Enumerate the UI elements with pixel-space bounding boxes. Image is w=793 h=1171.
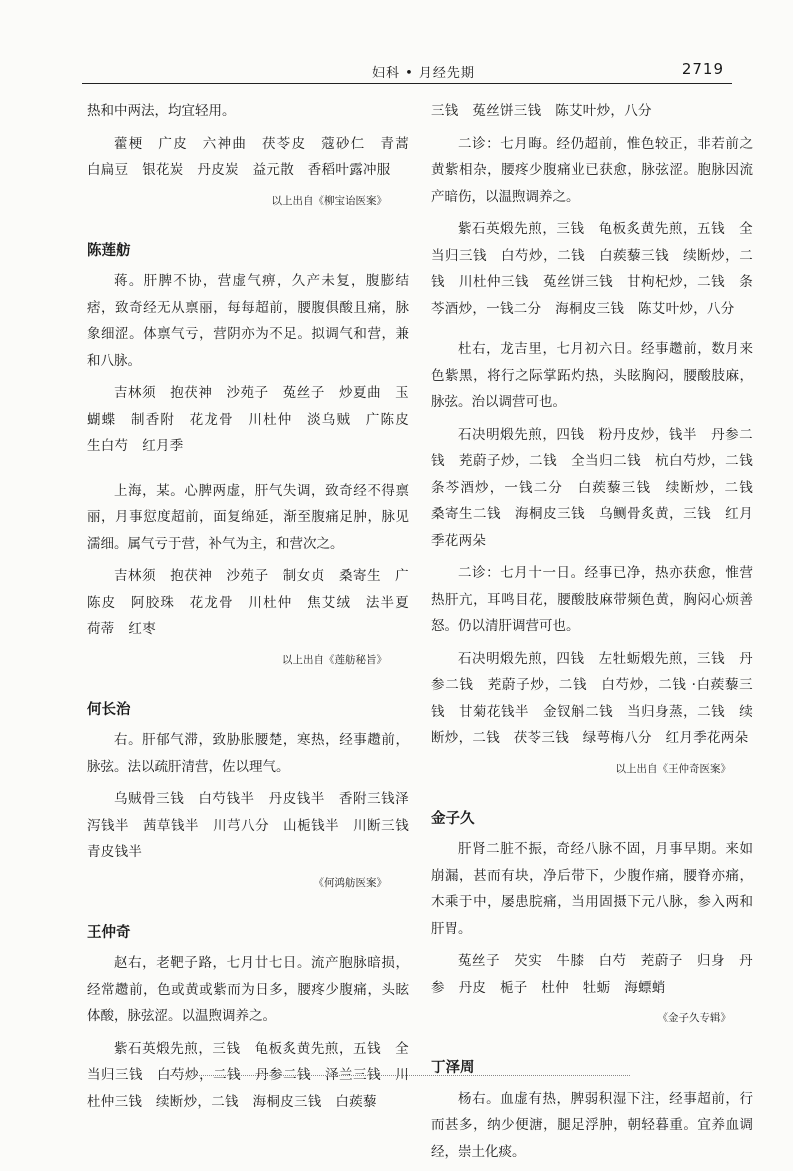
case-paragraph: 二诊：七月晦。经仍超前，惟色较正，非若前之黄紫相杂，腰疼少腹痛业已获愈，脉弦涩。胞脉因流产暗伤，以温煦调养之。 [431,135,753,205]
paragraph: 热和中两法，均宜轻用。 [87,103,236,119]
source-citation: 以上出自《莲舫秘旨》 [282,653,387,666]
prescription: 紫石英煅先煎，三钱 龟板炙黄先煎，五钱 全当归三钱 白芍炒，二钱 白蒺藜三钱 续断炒，二钱 川杜仲三钱 菟丝饼三钱 甘枸杞炒，二钱 条芩酒炒，一钱二分 海桐皮三钱 陈艾叶炒，八分 [431,221,753,317]
case-paragraph: 肝肾二脏不振，奇经八脉不固，月事早期。来如崩漏，甚而有块，净后带下，少腹作痛，腰脊亦痛，木乘于中，屡患脘痛，当用固摄下元八脉，参入两和肝胃。 [431,841,753,937]
case-paragraph: 右。肝郁气滞，致胁胀腰楚，寒热，经事趱前，脉弦。法以疏肝清营，佐以理气。 [87,732,409,775]
physician-name: 金子久 [431,810,475,827]
prescription-continued: 三钱 菟丝饼三钱 陈艾叶炒，八分 [431,103,652,119]
prescription: 菟丝子 芡实 牛膝 白芍 茺蔚子 归身 丹参 丹皮 栀子 杜仲 牡蛎 海螵蛸 [431,953,753,996]
prescription: 吉林须 抱茯神 沙苑子 制女贞 桑寄生 广陈皮 阿胶珠 花龙骨 川杜仲 焦艾绒 法半夏 荷蒂 红枣 [87,568,423,637]
case-paragraph: 上海，某。心脾两虚，肝气失调，致奇经不得禀丽，月事愆度超前，面复绵延，渐至腹痛足肿，脉见濡细。属气亏于营，补气为主，和营次之。 [87,482,409,552]
physician-name: 王仲奇 [87,924,131,941]
physician-name: 丁泽周 [431,1060,475,1076]
header-rule [82,83,732,84]
prescription: 吉林须 抱茯神 沙苑子 菟丝子 炒夏曲 玉蝴蝶 制香附 花龙骨 川杜仲 淡乌贼 广陈皮 生白芍 红月季 [87,385,423,454]
case-paragraph: 杜右，龙吉里，七月初六日。经事趱前，数月来色紫黑，将行之际掌跖灼热，头眩胸闷，腰酸肢麻，脉弦。治以调营可也。 [431,341,753,410]
prescription: 紫石英煅先煎，三钱 龟板炙黄先煎，五钱 全当归三钱 白芍炒，二钱 丹参二钱 泽兰三钱 川杜仲三钱 续断炒，二钱 海桐皮三钱 白蒺藜 [87,1040,409,1110]
running-title: 妇科 • 月经先期 [372,66,475,81]
prescription: 石决明煅先煎，四钱 粉丹皮炒，钱半 丹参二钱 茺蔚子炒，二钱 全当归二钱 杭白芍炒，二钱 条芩酒炒，一钱二分 白蒺藜三钱 续断炒，二钱 桑寄生二钱 海桐皮三钱 乌鲗骨炙黄，三钱 红月季花两朵 [431,426,767,549]
source-citation: 以上出自《柳宝诒医案》 [271,194,387,207]
prescription: 藿梗 广皮 六神曲 茯苓皮 蔻砂仁 青蒿 白扁豆 银花炭 丹皮炭 益元散 香稻叶露冲服 [87,135,423,178]
case-paragraph: 杨右。血虚有热，脾弱积湿下注，经事超前，行而甚多，纳少便溏，腿足浮肿，朝轻暮重。宜养血调经，崇土化痰。 [431,1090,753,1160]
case-paragraph: 赵右，老靶子路，七月廿七日。流产胞脉暗损，经常趱前，色或黄或紫而为日多，腰疼少腹痛，头眩体酸，脉弦涩。以温煦调养之。 [87,955,409,1024]
right-column [431,98,767,1171]
case-paragraph: 二诊：七月十一日。经事已净，热亦获愈，惟营热肝亢，耳鸣目花，腰酸肢麻带频色黄，胸闷心烦善怒。仍以清肝调营可也。 [431,565,753,634]
source-citation: 《金子久专辑》 [657,1012,731,1024]
page-number: 2719 [681,60,724,78]
source-citation: 《何鸿舫医案》 [313,876,387,889]
physician-name: 陈莲舫 [87,242,131,259]
scan-artifact-line [170,1075,630,1076]
case-paragraph: 蒋。肝脾不协，营虚气痹，久产未复，腹膨结痞，致奇经无从禀丽，每每超前，腰腹俱酸且痛，脉象细涩。体禀气亏，营阴亦为不足。拟调气和营，兼和八脉。 [87,273,409,369]
left-column [87,98,423,1121]
page-header [82,58,732,82]
prescription: 乌贼骨三钱 白芍钱半 丹皮钱半 香附三钱泽泻钱半 茜草钱半 川芎八分 山栀钱半 川断三钱 青皮钱半 [87,791,423,860]
source-citation: 以上出自《王仲奇医案》 [615,762,731,775]
prescription: 石决明煅先煎，四钱 左牡蛎煅先煎，三钱 丹参二钱 茺蔚子炒，二钱 白芍炒，二钱 ·白蒺藜三钱 甘菊花钱半 金钗斛二钱 当归身蒸，二钱 续断炒，二钱 茯苓三钱 绿萼梅八分 红月季花两朵 [431,650,753,746]
physician-name: 何长治 [87,701,131,718]
